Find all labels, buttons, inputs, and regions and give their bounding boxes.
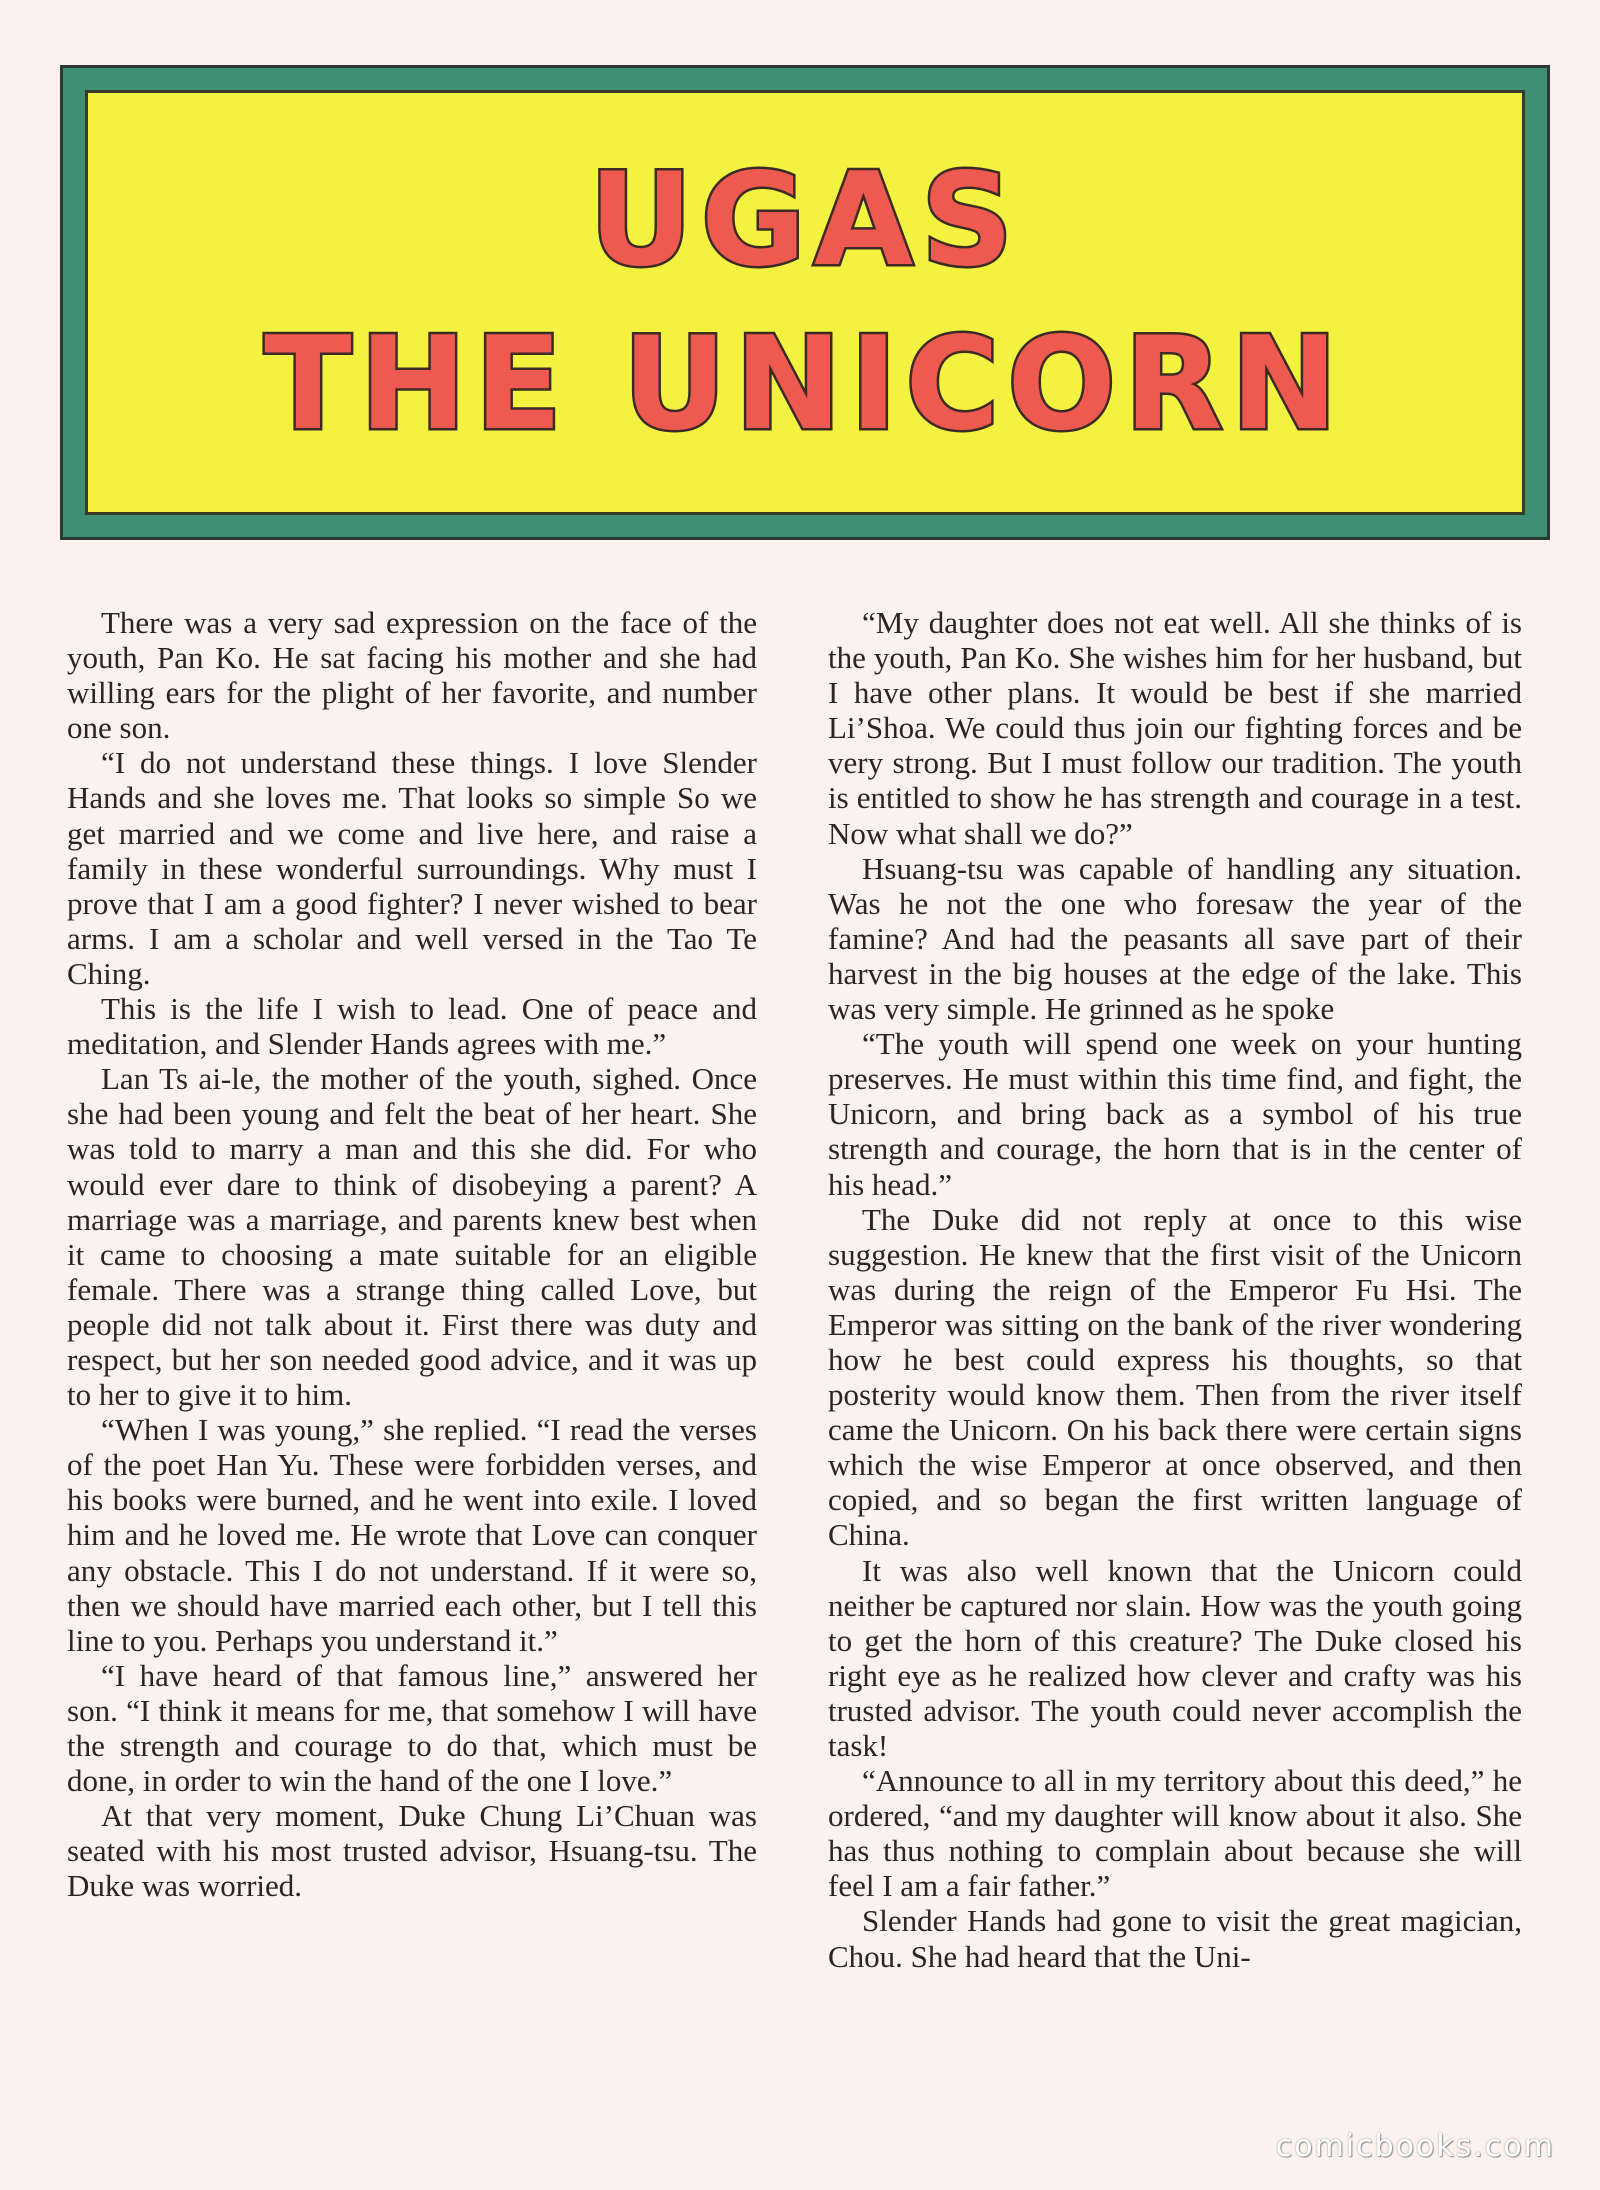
right-text-column: [828, 605, 1522, 1974]
paragraph: The Duke did not reply at once to this wise suggestion. He knew that the first visit of the Unicorn was during the reign of the Emperor Fu Hsi. The Emperor was sitting on the bank of the river wondering how he best could express his thoughts, so that posterity would know them. Then from the river itself came the Unicorn. On his back there were certain signs which the wise Emperor at once observed, and then copied, and so began the first written language of China.: [828, 1201, 1522, 1553]
paragraph: Lan Ts ai-le, the mother of the youth, sighed. Once she had been young and felt the beat of her heart. She was told to marry a man and this she did. For who would ever dare to think of disobeying a parent? A marriage was a marriage, and parents knew best when it came to choosing a mate suitable for an eligible female. There was a strange thing called Love, but people did not talk about it. First there was duty and respect, but her son needed good advice, and it was up to her to give it to him.: [67, 1061, 757, 1413]
site-watermark: comicbooks.com: [1275, 2129, 1555, 2164]
title-banner: [60, 65, 1550, 540]
title-line-1: UGAS: [588, 145, 1022, 295]
paragraph: It was also well known that the Unicorn could neither be captured nor slain. How was the youth going to get the horn of this creature? The Duke closed his right eye as he realized how clever and crafty was his trusted advisor. The youth could never accomplish the task!: [828, 1552, 1522, 1763]
title-line-2: THE UNICORN: [264, 309, 1346, 459]
left-text-column: [67, 605, 757, 1903]
paragraph: “I do not understand these things. I love Slender Hands and she loves me. That looks so simple So we get married and we come and live here, and raise a family in these wonderful surroundings. Why must I prove that I am a good fighter? I never wished to bear arms. I am a scholar and well versed in the Tao Te Ching.: [67, 745, 757, 991]
paragraph: This is the life I wish to lead. One of peace and meditation, and Slender Hands agrees with me.”: [67, 991, 757, 1062]
paragraph: “My daughter does not eat well. All she thinks of is the youth, Pan Ko. She wishes him for her husband, but I have other plans. It would be best if she married Li’Shoa. We could thus join our fighting forces and be very strong. But I must follow our tradition. The youth is entitled to show he has strength and courage in a test. Now what shall we do?”: [828, 605, 1522, 851]
paragraph: There was a very sad expression on the face of the youth, Pan Ko. He sat facing his mother and she had willing ears for the plight of her favorite, and number one son.: [67, 605, 757, 746]
title-banner-inner: [85, 90, 1525, 515]
paragraph: “I have heard of that famous line,” answered her son. “I think it means for me, that somehow I will have the strength and courage to do that, which must be done, in order to win the hand of the one I love.”: [67, 1657, 757, 1799]
paragraph: At that very moment, Duke Chung Li’Chuan was seated with his most trusted advisor, Hsuang-tsu. The Duke was worried.: [67, 1798, 757, 1904]
paragraph: Slender Hands had gone to visit the great magician, Chou. She had heard that the Uni-: [828, 1903, 1522, 1974]
paragraph: “Announce to all in my territory about this deed,” he ordered, “and my daughter will know about it also. She has thus nothing to complain about because she will feel I am a fair father.”: [828, 1763, 1522, 1904]
paragraph: Hsuang-tsu was capable of handling any situation. Was he not the one who foresaw the year of the famine? And had the peasants all save part of their harvest in the big houses at the edge of the lake. This was very simple. He grinned as he spoke: [828, 850, 1522, 1027]
paragraph: “When I was young,” she replied. “I read the verses of the poet Han Yu. These were forbidden verses, and his books were burned, and he went into exile. I loved him and he loved me. He wrote that Love can conquer any obstacle. This I do not understand. If it were so, then we should have married each other, but I tell this line to you. Perhaps you understand it.”: [67, 1412, 757, 1658]
paragraph: “The youth will spend one week on your hunting preserves. He must within this time find, and fight, the Unicorn, and bring back as a symbol of his true strength and courage, the horn that is in the center of his head.”: [828, 1026, 1522, 1202]
